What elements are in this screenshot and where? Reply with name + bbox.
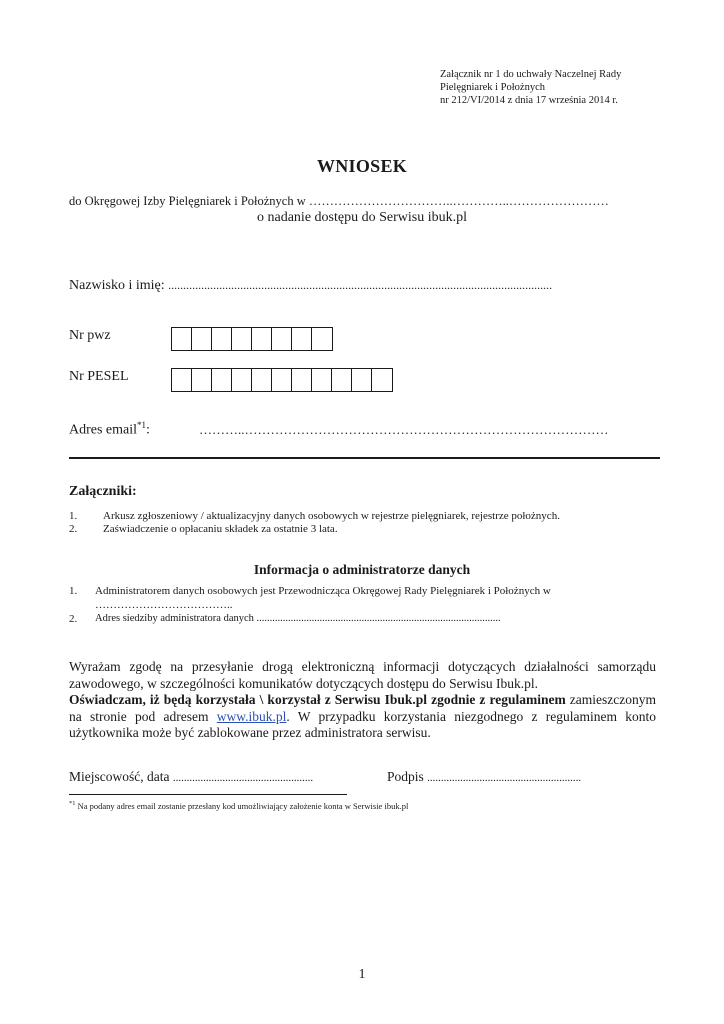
admin-info-heading: Informacja o administratorze danych [253, 562, 471, 577]
admin-item-text: Administratorem danych osobowych jest Przewodnicząca Okręgowej Rady Pielęgniarek i Położnych w [95, 585, 551, 597]
pwz-box[interactable] [252, 328, 272, 350]
email-colon: : [146, 422, 150, 438]
pesel-label: Nr PESEL [69, 369, 129, 384]
attachment-item-num: 2. [69, 523, 78, 535]
footnote [69, 800, 408, 811]
attachment-item-text: Arkusz zgłoszeniowy / aktualizacyjny danych osobowych w rejestrze pielęgniarek, rejestrze położnych. [103, 510, 560, 522]
pesel-boxes[interactable] [171, 368, 393, 392]
pwz-box[interactable] [272, 328, 292, 350]
admin-item-num: 1. [69, 585, 78, 597]
ibuk-link[interactable]: www.ibuk.pl [216, 708, 287, 724]
declaration-rest: zamieszczonym [565, 692, 656, 707]
footnote-divider [69, 794, 347, 795]
pwz-label: Nr pwz [69, 328, 111, 343]
signature-field [387, 769, 581, 785]
subtitle-chamber-line: do Okręgowej Izby Pielęgniarek i Położnych w ……………………………..…………..…………………… [69, 194, 609, 208]
declaration-bold: Oświadczam, iż będą korzystała \ korzystał z Serwisu Ibuk.pl zgodnie z regulaminem [69, 692, 566, 707]
pwz-box[interactable] [232, 328, 252, 350]
admin-item-text: Adres siedziby administratora danych ............................................................................................. [95, 613, 501, 624]
consent-text: na stronie pod adresem [69, 708, 217, 724]
pwz-box[interactable] [172, 328, 192, 350]
signature-dots[interactable]: ........................................................ [427, 772, 582, 784]
pesel-box[interactable] [272, 369, 292, 391]
consent-text: . W przypadku korzystania niezgodnego z regulaminem konto [286, 708, 656, 724]
pesel-box[interactable] [232, 369, 252, 391]
consent-line: Wyrażam zgodę na przesyłanie drogą elektroniczną informacji dotyczących działalności samorządu [69, 659, 656, 674]
document-title: WNIOSEK [316, 156, 408, 176]
pesel-box[interactable] [292, 369, 312, 391]
pwz-boxes[interactable] [171, 327, 333, 351]
pesel-box[interactable] [192, 369, 212, 391]
admin-item-continuation: ……………………………….. [95, 599, 233, 611]
email-dots[interactable]: ………..………………………………………………………………………… [199, 422, 609, 437]
attachment-item-num: 1. [69, 510, 78, 522]
consent-line: zawodowego, w szczególności komunikatów dotyczących dostępu do Serwisu Ibuk.pl. [69, 675, 539, 691]
admin-item-num: 2. [69, 613, 78, 625]
footnote-text: Na podany adres email zostanie przesłany kod umożliwiający założenie konta w Serwisie ibuk.pl [77, 800, 409, 811]
pwz-box[interactable] [192, 328, 212, 350]
signature-label: Podpis [387, 769, 424, 784]
pesel-box[interactable] [172, 369, 192, 391]
consent-line [69, 692, 656, 709]
annex-note [440, 68, 621, 107]
footnote-mark: *1 [69, 800, 76, 807]
attachments-heading: Załączniki: [69, 484, 137, 499]
annex-line-3: nr 212/VI/2014 z dnia 17 września 2014 r. [440, 95, 618, 106]
pwz-box[interactable] [312, 328, 332, 350]
pwz-box[interactable] [212, 328, 232, 350]
page-number: 1 [358, 967, 366, 982]
consent-paragraph [69, 659, 656, 742]
consent-line [69, 709, 656, 726]
pesel-box[interactable] [332, 369, 352, 391]
pesel-box[interactable] [252, 369, 272, 391]
section-divider [69, 457, 660, 459]
name-label: Nazwisko i imię: [69, 278, 165, 293]
place-date-dots[interactable]: ................................................... [172, 772, 314, 784]
pesel-box[interactable] [372, 369, 392, 391]
pwz-box[interactable] [292, 328, 312, 350]
email-footnote-mark: *1 [137, 420, 147, 430]
annex-line-1: Załącznik nr 1 do uchwały Naczelnej Rady [440, 69, 622, 80]
pesel-box[interactable] [212, 369, 232, 391]
email-field [69, 420, 150, 439]
annex-line-2: Pielęgniarek i Położnych [440, 82, 545, 93]
consent-line: użytkownika może być zablokowane przez administratora serwisu. [69, 725, 431, 740]
pesel-box[interactable] [312, 369, 332, 391]
name-dots[interactable]: ................................................................................................................................ [168, 278, 553, 292]
subtitle-purpose-line: o nadanie dostępu do Serwisu ibuk.pl [257, 210, 467, 225]
place-date-label: Miejscowość, data [69, 769, 170, 784]
place-date-field [69, 769, 313, 785]
attachment-item-text: Zaświadczenie o opłacaniu składek za ostatnie 3 lata. [103, 523, 338, 535]
pesel-box[interactable] [352, 369, 372, 391]
email-label: Adres email [69, 422, 138, 438]
name-field [69, 278, 552, 294]
